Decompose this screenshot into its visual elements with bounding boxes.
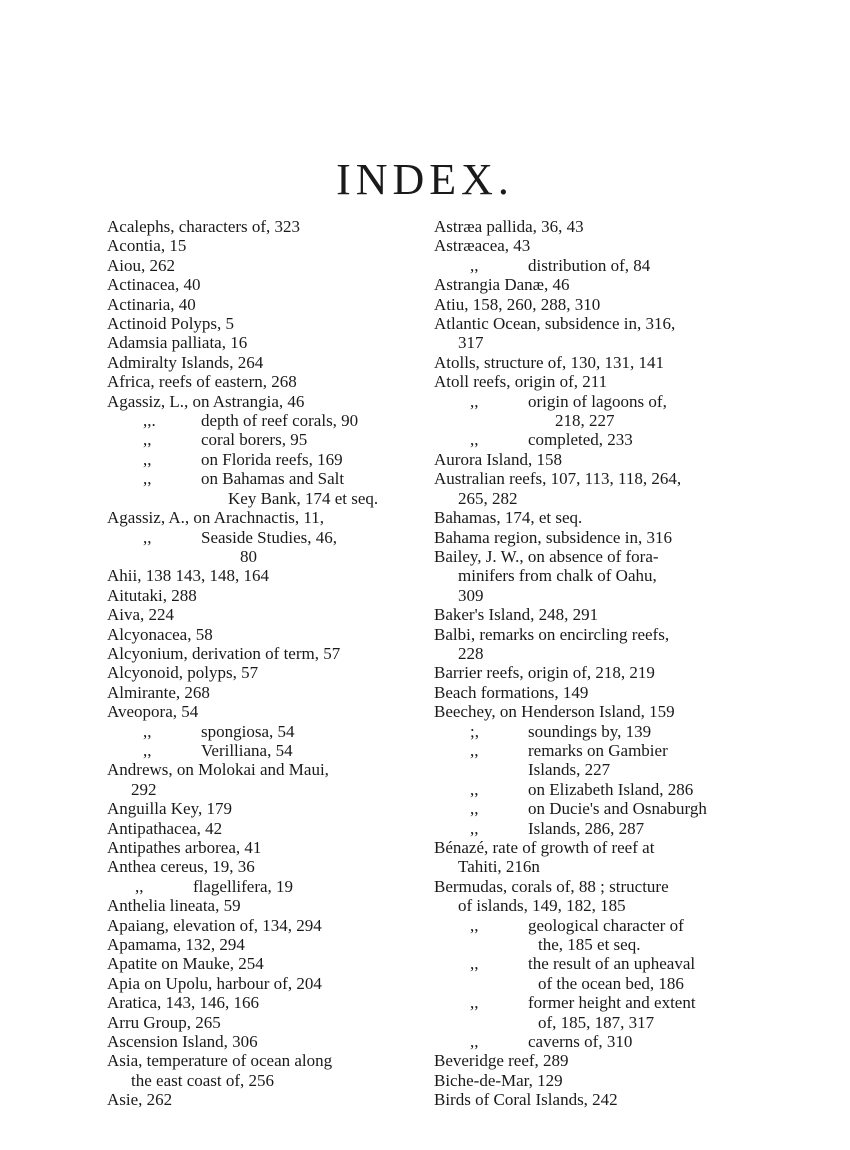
right-index-entry: Australian reefs, 107, 113, 118, 264, bbox=[434, 469, 682, 489]
ditto-mark: ,, bbox=[143, 527, 152, 547]
right-index-entry: Astræa pallida, 36, 43 bbox=[434, 217, 584, 236]
left-index-entry: Almirante, 268 bbox=[107, 682, 210, 702]
right-index-entry: Beveridge reef, 289 bbox=[434, 1051, 569, 1071]
ditto-mark: ,, bbox=[470, 779, 479, 799]
right-index-entry: of islands, 149, 182, 185 bbox=[458, 896, 626, 916]
left-index-entry: Asie, 262 bbox=[107, 1090, 173, 1110]
right-index-entry: Bailey, J. W., on absence of fora- bbox=[434, 546, 659, 566]
right-index-entry: 317 bbox=[458, 333, 484, 353]
right-index-entry: of the ocean bed, 186 bbox=[538, 973, 684, 993]
left-index-entry: Key Bank, 174 et seq. bbox=[228, 488, 379, 508]
ditto-mark: ,, bbox=[470, 915, 479, 935]
left-index-entry bbox=[107, 469, 407, 488]
right-index-entry bbox=[434, 916, 756, 935]
left-index-entry: Ahii, 138 143, 148, 164 bbox=[107, 566, 269, 586]
left-index-entry: Admiralty Islands, 264 bbox=[107, 352, 264, 372]
left-index-entry: Aitutaki, 288 bbox=[107, 585, 197, 605]
left-index-entry: Aiou, 262 bbox=[107, 255, 175, 275]
ditto-mark: ,, bbox=[470, 818, 479, 838]
entry-text: remarks on Gambier bbox=[528, 740, 668, 760]
entry-text: Verilliana, 54 bbox=[201, 740, 293, 760]
page-title: INDEX. bbox=[336, 155, 514, 204]
right-index-entry: 265, 282 bbox=[458, 488, 518, 508]
right-index-entry: Bénazé, rate of growth of reef at bbox=[434, 838, 655, 857]
entry-text: former height and extent bbox=[528, 993, 696, 1013]
left-index-entry bbox=[107, 450, 407, 469]
ditto-mark: ,, bbox=[470, 799, 479, 819]
left-index-entry: Antipathacea, 42 bbox=[107, 818, 223, 838]
entry-text: origin of lagoons of, bbox=[528, 391, 667, 411]
left-index-entry bbox=[107, 722, 407, 741]
ditto-mark: ,, bbox=[143, 430, 152, 450]
right-index-entry bbox=[434, 799, 756, 818]
right-index-entry bbox=[434, 1032, 756, 1051]
entry-text: caverns of, 310 bbox=[528, 1032, 633, 1052]
ditto-mark: ,, bbox=[143, 469, 152, 489]
right-index-entry: Beach formations, 149 bbox=[434, 682, 589, 702]
left-index-entry: Aveopora, 54 bbox=[107, 702, 199, 722]
left-index-entry: Anthea cereus, 19, 36 bbox=[107, 857, 255, 877]
entry-text: Islands, 286, 287 bbox=[528, 818, 645, 838]
entry-text: the result of an upheaval bbox=[528, 954, 696, 974]
entry-text: depth of reef corals, 90 bbox=[201, 411, 359, 431]
right-index-entry: minifers from chalk of Oahu, bbox=[458, 566, 657, 586]
right-index-entry bbox=[434, 993, 756, 1012]
right-index-entry: Balbi, remarks on encircling reefs, bbox=[434, 624, 670, 644]
left-index-entry: Acalephs, characters of, 323 bbox=[107, 217, 301, 236]
left-index-entry bbox=[107, 741, 407, 760]
entry-text: coral borers, 95 bbox=[201, 430, 308, 450]
right-index-entry: Atlantic Ocean, subsidence in, 316, bbox=[434, 314, 676, 334]
left-index-entry: Anguilla Key, 179 bbox=[107, 799, 232, 819]
entry-text: geological character of bbox=[528, 915, 684, 935]
left-index-entry: Agassiz, A., on Arachnactis, 11, bbox=[107, 508, 325, 528]
right-index-entry: Astrangia Danæ, 46 bbox=[434, 275, 570, 295]
entry-text: distribution of, 84 bbox=[528, 255, 651, 275]
ditto-mark: ,, bbox=[470, 255, 479, 275]
right-index-entry: Aurora Island, 158 bbox=[434, 449, 562, 469]
ditto-mark: ,, bbox=[470, 1032, 479, 1052]
right-index-entry: Bahamas, 174, et seq. bbox=[434, 508, 583, 528]
left-index-entry bbox=[107, 528, 407, 547]
left-index-entry: Actinaria, 40 bbox=[107, 294, 196, 314]
right-index-entry bbox=[434, 954, 756, 973]
right-index-entry bbox=[434, 819, 756, 838]
right-index-entry: Islands, 227 bbox=[528, 760, 611, 780]
left-index-entry: Alcyonoid, polyps, 57 bbox=[107, 663, 259, 683]
left-index-entry bbox=[107, 877, 407, 896]
right-index-entry: Beechey, on Henderson Island, 159 bbox=[434, 702, 675, 722]
left-index-entry: Apamama, 132, 294 bbox=[107, 935, 245, 955]
left-index-entry: Arru Group, 265 bbox=[107, 1012, 221, 1032]
right-index-entry: Atolls, structure of, 130, 131, 141 bbox=[434, 352, 664, 372]
right-index-entry: 228 bbox=[458, 643, 484, 663]
left-index-entry: Ascension Island, 306 bbox=[107, 1032, 258, 1052]
entry-text: Seaside Studies, 46, bbox=[201, 527, 337, 547]
right-index-entry: Biche-de-Mar, 129 bbox=[434, 1070, 563, 1090]
left-index-entry: Anthelia lineata, 59 bbox=[107, 896, 241, 916]
ditto-mark: ,, bbox=[135, 876, 144, 896]
left-index-entry: Actinoid Polyps, 5 bbox=[107, 314, 235, 334]
right-index-entry: Astræacea, 43 bbox=[434, 236, 531, 256]
left-index-entry: Agassiz, L., on Astrangia, 46 bbox=[107, 391, 305, 411]
right-index-entry: Bermudas, corals of, 88 ; structure bbox=[434, 876, 669, 896]
left-index-entry: the east coast of, 256 bbox=[131, 1070, 275, 1090]
ditto-mark: ,, bbox=[143, 740, 152, 760]
entry-text: flagellifera, 19 bbox=[193, 876, 294, 896]
right-index-entry: 218, 227 bbox=[555, 411, 615, 431]
left-index-entry: Asia, temperature of ocean along bbox=[107, 1051, 333, 1071]
entry-text: on Ducie's and Osnaburgh bbox=[528, 799, 707, 819]
ditto-mark: ,, bbox=[143, 449, 152, 469]
left-index-entry: Alcyonium, derivation of term, 57 bbox=[107, 643, 341, 663]
ditto-mark: ,, bbox=[143, 721, 152, 741]
entry-text: soundings by, 139 bbox=[528, 721, 652, 741]
right-index-entry: Barrier reefs, origin of, 218, 219 bbox=[434, 663, 655, 683]
ditto-mark: ,,. bbox=[143, 411, 156, 431]
right-index-entry: Atoll reefs, origin of, 211 bbox=[434, 372, 608, 392]
left-index-entry: Acontia, 15 bbox=[107, 236, 187, 256]
right-index-entry bbox=[434, 780, 756, 799]
ditto-mark: ;, bbox=[470, 721, 479, 741]
ditto-mark: ,, bbox=[470, 430, 479, 450]
left-index-entry bbox=[107, 430, 407, 449]
entry-text: on Elizabeth Island, 286 bbox=[528, 779, 694, 799]
ditto-mark: ,, bbox=[470, 993, 479, 1013]
index-column-right bbox=[434, 217, 756, 1110]
entry-text: on Florida reefs, 169 bbox=[201, 449, 343, 469]
ditto-mark: ,, bbox=[470, 954, 479, 974]
right-index-entry bbox=[434, 722, 756, 741]
index-column-left bbox=[107, 217, 407, 1110]
left-index-entry: Aiva, 224 bbox=[107, 605, 175, 625]
left-index-entry: 80 bbox=[240, 546, 257, 566]
right-index-entry: Baker's Island, 248, 291 bbox=[434, 605, 599, 625]
left-index-entry bbox=[107, 411, 407, 430]
left-index-entry: 292 bbox=[131, 779, 157, 799]
left-index-entry: Apia on Upolu, harbour of, 204 bbox=[107, 973, 322, 993]
right-index-entry: Birds of Coral Islands, 242 bbox=[434, 1090, 618, 1110]
left-index-entry: Apatite on Mauke, 254 bbox=[107, 954, 264, 974]
right-index-entry bbox=[434, 741, 756, 760]
right-index-entry: Atiu, 158, 260, 288, 310 bbox=[434, 294, 601, 314]
right-index-entry bbox=[434, 430, 756, 449]
left-index-entry: Actinacea, 40 bbox=[107, 275, 201, 295]
left-index-entry: Aratica, 143, 146, 166 bbox=[107, 993, 260, 1013]
left-index-entry: Antipathes arborea, 41 bbox=[107, 838, 262, 857]
right-index-entry: 309 bbox=[458, 585, 484, 605]
left-index-entry: Alcyonacea, 58 bbox=[107, 624, 213, 644]
right-index-entry: the, 185 et seq. bbox=[538, 935, 641, 955]
right-index-entry: of, 185, 187, 317 bbox=[538, 1012, 655, 1032]
left-index-entry: Apaiang, elevation of, 134, 294 bbox=[107, 915, 322, 935]
left-index-entry: Andrews, on Molokai and Maui, bbox=[107, 760, 329, 780]
ditto-mark: ,, bbox=[470, 391, 479, 411]
ditto-mark: ,, bbox=[470, 740, 479, 760]
right-index-entry bbox=[434, 256, 756, 275]
entry-text: spongiosa, 54 bbox=[201, 721, 295, 741]
left-index-entry: Adamsia palliata, 16 bbox=[107, 333, 248, 353]
entry-text: completed, 233 bbox=[528, 430, 633, 450]
right-index-entry bbox=[434, 392, 756, 411]
entry-text: on Bahamas and Salt bbox=[201, 469, 345, 489]
right-index-entry: Bahama region, subsidence in, 316 bbox=[434, 527, 672, 547]
left-index-entry: Africa, reefs of eastern, 268 bbox=[107, 372, 297, 392]
right-index-entry: Tahiti, 216n bbox=[458, 857, 540, 877]
